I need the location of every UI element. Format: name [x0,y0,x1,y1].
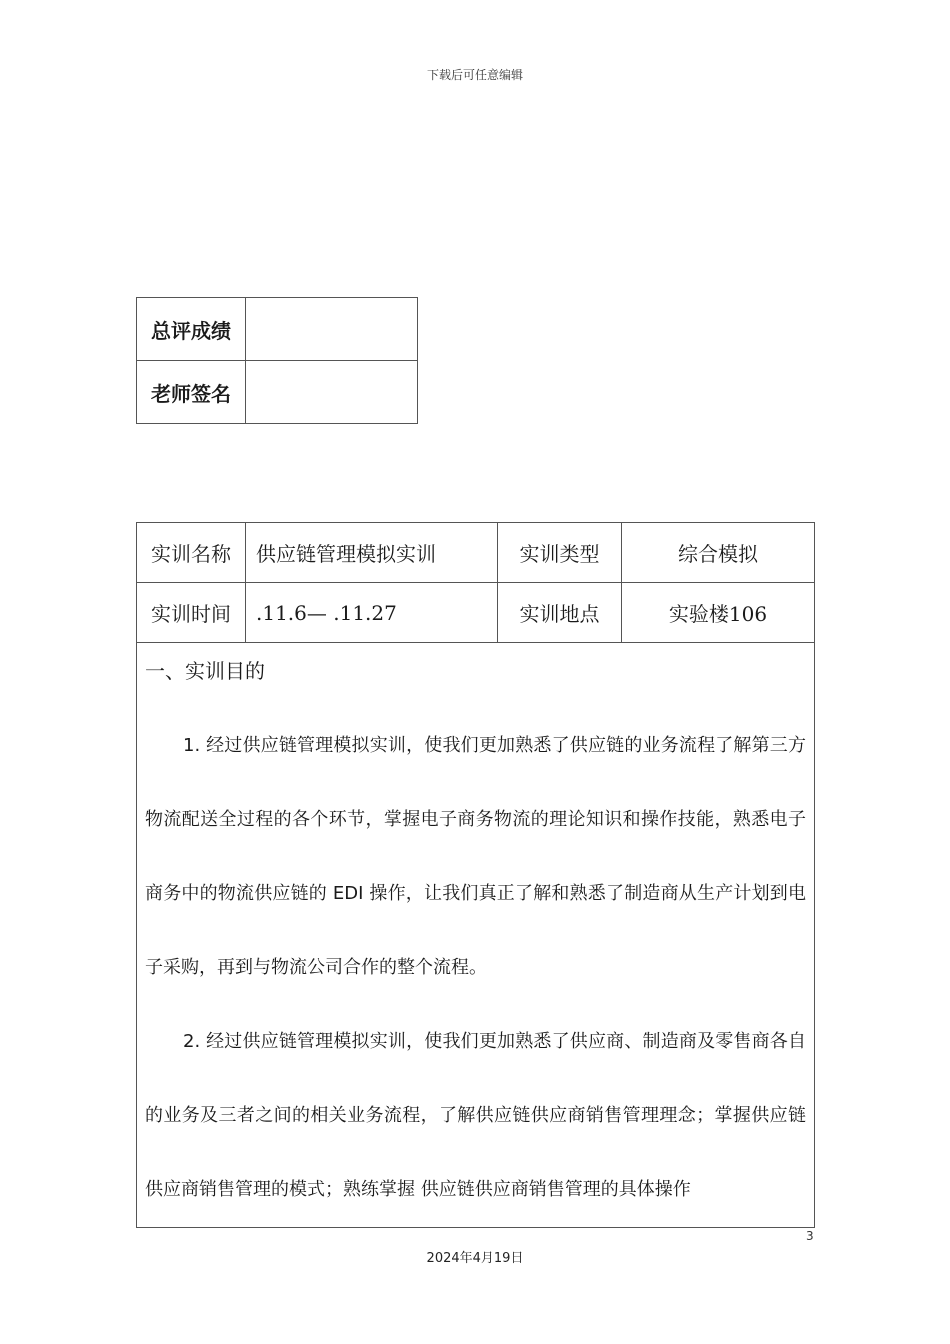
training-info-table [136,522,815,1228]
section-title: 一、实训目的 [145,659,265,683]
teacher-signature-value[interactable] [246,361,418,424]
grade-row [137,361,418,424]
training-type-label: 实训类型 [498,523,622,583]
training-time-value: .11.6— .11.27 [246,583,498,643]
total-grade-value[interactable] [246,298,418,361]
info-row [137,583,815,643]
training-name-value: 供应链管理模拟实训 [246,523,498,583]
purpose-paragraph-1 [145,709,806,1005]
footer-date: 2024年4月19日 [426,1251,524,1266]
training-location-value: 实验楼106 [622,583,815,643]
training-name-label: 实训名称 [137,523,246,583]
teacher-signature-label: 老师签名 [137,361,246,424]
grade-row [137,298,418,361]
info-row [137,523,815,583]
paragraph-text: 1. 经过供应链管理模拟实训，使我们更加熟悉了供应链的业务流程了解第三方物流配送全过程的各个环节，掌握电子商务物流的理论知识和操作技能，熟悉电子商务中的物流供应链的 EDI 操作，让我们真正了解和熟悉了制造商从生产计划到电子采购，再到与物流公司合作的整个流程。 [145,735,806,978]
purpose-paragraph-2 [145,1005,806,1227]
header-note: 下载后可任意编辑 [426,68,523,82]
grade-table [136,297,418,424]
training-time-label: 实训时间 [137,583,246,643]
training-type-value: 综合模拟 [622,523,815,583]
page-number: 3 [806,1229,814,1243]
paragraph-text: 2. 经过供应链管理模拟实训，使我们更加熟悉了供应商、制造商及零售商各自的业务及三者之间的相关业务流程，了解供应链供应商销售管理理念；掌握供应链供应商销售管理的模式；熟练掌握 供应链供应商销售管理的具体操作 [145,1031,806,1200]
training-location-label: 实训地点 [498,583,622,643]
training-purpose-cell [137,643,815,1228]
total-grade-label: 总评成绩 [137,298,246,361]
